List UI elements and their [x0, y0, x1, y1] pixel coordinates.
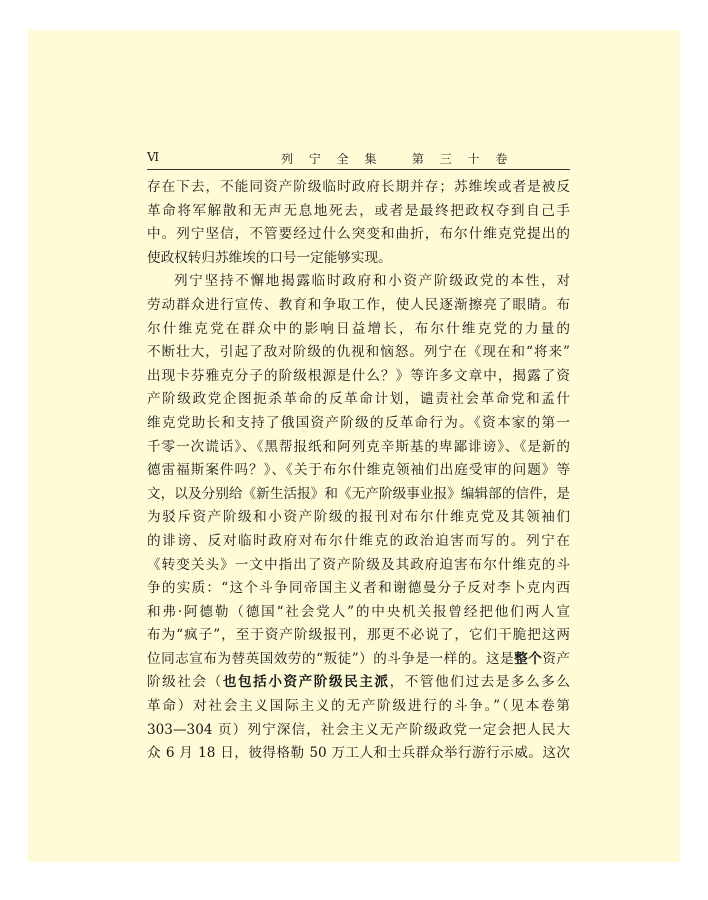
header-rule [147, 169, 570, 170]
emphasis-text: 整个 [514, 650, 543, 667]
text-line: 革命将军解散和无声无息地死去，或者是最终把政权夺到自己手 [147, 202, 570, 219]
text-line: 303—304 页）列宁深信，社会主义无产阶级政党一定会把人民大 [147, 721, 570, 738]
text-run: 位同志宣布为替英国效劳的“叛徒”）的斗争是一样的。这是 [147, 650, 515, 667]
body-text [147, 176, 570, 766]
text-run: ，不管他们过去是多么多么 [389, 674, 570, 691]
text-line: 产阶级政党企图扼杀革命的反革命计划，谴责社会革命党和孟什 [147, 391, 570, 408]
text-line: 和弗·阿德勒（德国“社会党人”的中央机关报曾经把他们两人宣 [147, 603, 570, 620]
text-line: 不断壮大，引起了敌对阶级的仇视和恼怒。列宁在《现在和“将来” [147, 344, 570, 361]
text-line: 维克党助长和支持了俄国资产阶级的反革命行为。《资本家的第一 [147, 414, 570, 431]
text-line: 列宁坚持不懈地揭露临时政府和小资产阶级政党的本性，对 [174, 273, 570, 290]
text-run: 阶级社会（ [147, 674, 223, 691]
running-title: 列 宁 全 集 第 三 十 卷 [281, 152, 514, 166]
page-number: Ⅵ [147, 150, 160, 164]
text-line [147, 648, 570, 672]
text-line: 千零一次谎话》、《黑帮报纸和阿列克辛斯基的卑鄙诽谤》、《是新的 [147, 438, 570, 455]
text-line: 尔什维克党在群众中的影响日益增长，布尔什维克党的力量的 [147, 320, 570, 337]
text-line: 布为“疯子”，至于资产阶级报刊，那更不必说了，它们干脆把这两 [147, 627, 570, 644]
text-line: 革命）对社会主义国际主义的无产阶级进行的斗争。”（见本卷第 [147, 698, 570, 715]
text-line: 争的实质：“这个斗争同帝国主义者和谢德曼分子反对李卜克内西 [147, 580, 570, 597]
running-header [147, 150, 570, 166]
text-line: 劳动群众进行宣传、教育和争取工作，使人民逐渐擦亮了眼睛。布 [147, 296, 570, 313]
text-run: 资产 [542, 650, 570, 667]
text-line: 出现卡芬雅克分子的阶级根源是什么？》等许多文章中，揭露了资 [147, 367, 570, 384]
emphasis-text: 也包括小资产阶级民主派 [222, 674, 390, 691]
text-line [147, 671, 570, 695]
text-line: 德雷福斯案件吗？》、《关于布尔什维克领袖们出庭受审的问题》等 [147, 462, 570, 479]
text-line: 存在下去，不能同资产阶级临时政府长期并存；苏维埃或者是被反 [147, 179, 570, 195]
text-line: 众 6 月 18 日，彼得格勒 50 万工人和士兵群众举行游行示威。这次 [147, 745, 570, 762]
text-line: 为驳斥资产阶级和小资产阶级的报刊对布尔什维克党及其领袖们 [147, 509, 570, 526]
text-line: 中。列宁坚信，不管要经过什么突变和曲折，布尔什维克党提出的 [147, 226, 570, 243]
text-line: 《转变关头》一文中指出了资产阶级及其政府迫害布尔什维克的斗 [147, 556, 570, 573]
text-line: 使政权转归苏维埃的口号一定能够实现。 [147, 249, 392, 266]
text-line: 的诽谤、反对临时政府对布尔什维克的政治迫害而写的。列宁在 [147, 532, 570, 549]
text-line: 文，以及分别给《新生活报》和《无产阶级事业报》编辑部的信件，是 [147, 485, 570, 502]
